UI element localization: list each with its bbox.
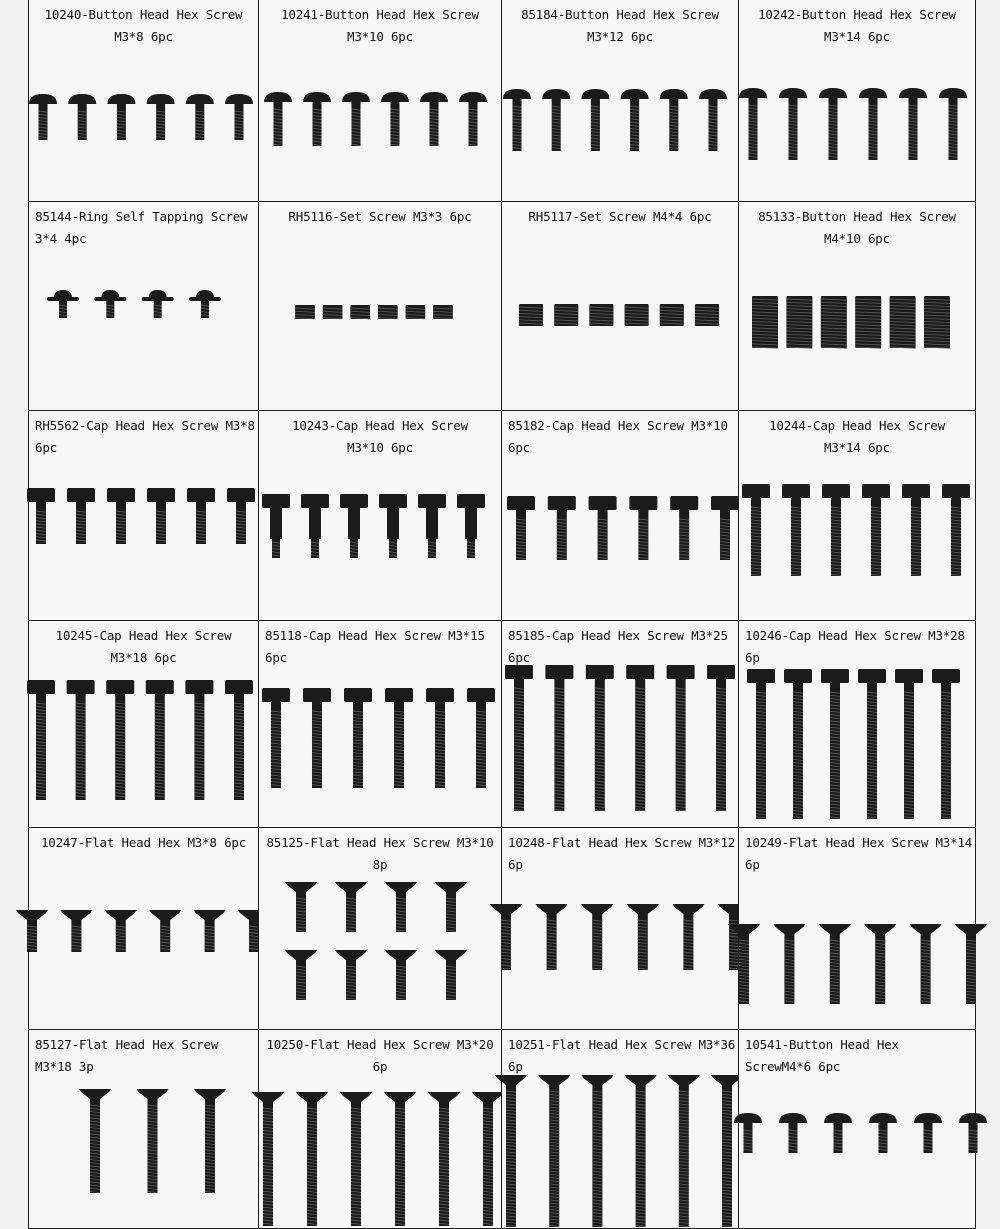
product-label: 10246-Cap Head Hex Screw M3*28 6p (745, 628, 965, 665)
screw-piece (821, 296, 847, 348)
screw-piece (194, 1089, 226, 1193)
screw-piece (303, 688, 331, 788)
screw-piece (914, 1113, 942, 1153)
screw-piece (147, 94, 175, 140)
screw-piece (60, 910, 92, 952)
screw-piece (734, 1113, 762, 1153)
screw-illustration (259, 1030, 502, 1229)
product-cell (501, 828, 738, 1030)
screw-illustration (29, 202, 259, 411)
screw-piece (939, 88, 967, 160)
screw-piece (94, 290, 126, 318)
screw-piece (629, 496, 657, 560)
screw-piece (862, 484, 890, 576)
screw-illustration (739, 202, 977, 411)
screw-piece (660, 89, 688, 151)
screw-illustration (502, 621, 739, 828)
product-cell (738, 828, 976, 1030)
screw-piece (855, 296, 881, 348)
screw-piece (384, 1092, 416, 1226)
product-label: 10249-Flat Head Hex Screw M3*14 6p (745, 835, 973, 872)
screw-piece (895, 669, 923, 819)
screw-piece (68, 94, 96, 140)
screw-piece (194, 910, 226, 952)
screw-piece (858, 669, 886, 819)
screw-piece (660, 304, 684, 326)
product-cell (258, 202, 501, 411)
screw-illustration (502, 828, 739, 1030)
product-cell (258, 828, 501, 1030)
screw-piece (752, 296, 778, 348)
screw-piece (773, 924, 805, 1004)
screw-piece (186, 94, 214, 140)
screw-piece (107, 488, 135, 544)
screw-piece (467, 688, 495, 788)
screw-illustration (502, 0, 739, 202)
screw-piece (16, 910, 48, 952)
screw-piece (625, 1075, 657, 1227)
screw-piece (67, 680, 95, 800)
screw-piece (225, 680, 253, 800)
screw-piece (747, 669, 775, 819)
screw-illustration (739, 0, 977, 202)
screw-piece (779, 1113, 807, 1153)
screw-piece (420, 92, 448, 146)
product-label: 10251-Flat Head Hex Screw M3*36 6p (508, 1037, 736, 1074)
screw-piece (435, 950, 467, 1000)
screw-piece (406, 305, 426, 319)
product-cell (28, 621, 258, 828)
screw-piece (227, 488, 255, 544)
screw-piece (105, 910, 137, 952)
screw-piece (589, 304, 613, 326)
product-label: 85127-Flat Head Hex Screw M3*18 3p (35, 1037, 219, 1074)
product-label: 85182-Cap Head Hex Screw M3*10 6pc (508, 418, 728, 455)
screw-piece (505, 665, 533, 811)
screw-piece (824, 1113, 852, 1153)
screw-piece (519, 304, 543, 326)
product-label: 10245-Cap Head Hex Screw M3*18 6pc (55, 628, 232, 665)
screw-illustration (259, 0, 502, 202)
screw-piece (581, 1075, 613, 1227)
screw-illustration (739, 411, 977, 621)
product-label: RH5117-Set Screw M4*4 6pc (528, 209, 712, 224)
screw-illustration (29, 1030, 259, 1229)
screw-piece (379, 494, 407, 558)
product-cell (258, 1030, 501, 1229)
product-cell (501, 411, 738, 621)
screw-piece (435, 882, 467, 932)
screw-piece (621, 89, 649, 151)
screw-piece (107, 94, 135, 140)
screw-piece (821, 669, 849, 819)
screw-piece (784, 669, 812, 819)
screw-piece (507, 496, 535, 560)
screw-piece (626, 665, 654, 811)
product-cell (28, 828, 258, 1030)
product-cell (501, 0, 738, 202)
product-label: 85184-Button Head Hex Screw M3*12 6pc (521, 7, 719, 44)
screw-illustration (259, 202, 502, 411)
screw-piece (27, 488, 55, 544)
screw-piece (472, 1092, 504, 1226)
screw-piece (589, 496, 617, 560)
product-cell (738, 0, 976, 202)
screw-piece (342, 92, 370, 146)
screw-illustration (259, 621, 502, 828)
screw-piece (301, 494, 329, 558)
screw-piece (668, 1075, 700, 1227)
screw-illustration (502, 202, 739, 411)
product-cell (501, 202, 738, 411)
product-label: 10244-Cap Head Hex Screw M3*14 6pc (769, 418, 945, 455)
screw-piece (335, 950, 367, 1000)
screw-piece (670, 496, 698, 560)
screw-piece (910, 924, 942, 1004)
screw-piece (67, 488, 95, 544)
screw-piece (581, 89, 609, 151)
product-cell (501, 1030, 738, 1229)
screw-piece (378, 305, 398, 319)
screw-piece (344, 688, 372, 788)
screw-piece (418, 494, 446, 558)
screw-piece (385, 882, 417, 932)
screw-piece (542, 89, 570, 151)
screw-piece (625, 304, 649, 326)
screw-piece (554, 304, 578, 326)
product-label: 10248-Flat Head Hex Screw M3*12 6p (508, 835, 736, 872)
screw-piece (695, 304, 719, 326)
screw-illustration (29, 0, 259, 202)
screw-piece (819, 88, 847, 160)
screw-piece (295, 305, 315, 319)
screw-piece (457, 494, 485, 558)
screw-piece (742, 484, 770, 576)
screw-piece (581, 904, 613, 970)
product-label: 10247-Flat Head Hex M3*8 6pc (40, 835, 247, 850)
product-label: RH5116-Set Screw M3*3 6pc (288, 209, 472, 224)
screw-illustration (502, 411, 739, 621)
screw-piece (924, 296, 950, 348)
screw-piece (667, 665, 695, 811)
screw-piece (779, 88, 807, 160)
screw-illustration (502, 1030, 739, 1229)
screw-piece (385, 688, 413, 788)
screw-illustration (739, 1030, 977, 1229)
screw-piece (189, 290, 221, 318)
screw-piece (869, 1113, 897, 1153)
screw-piece (146, 680, 174, 800)
product-label: 85118-Cap Head Hex Screw M3*15 6pc (265, 628, 485, 665)
screw-piece (672, 904, 704, 970)
product-cell (738, 621, 976, 828)
product-label: 85133-Button Head Hex Screw M4*10 6pc (758, 209, 956, 246)
product-cell (738, 411, 976, 621)
screw-piece (385, 950, 417, 1000)
screw-piece (79, 1089, 111, 1193)
screw-piece (381, 92, 409, 146)
product-cell (258, 621, 501, 828)
product-cell (28, 202, 258, 411)
screw-piece (955, 924, 987, 1004)
screw-piece (819, 924, 851, 1004)
screw-piece (296, 1092, 328, 1226)
screw-piece (428, 1092, 460, 1226)
screw-piece (262, 688, 290, 788)
screw-piece (538, 1075, 570, 1227)
screw-piece (959, 1113, 987, 1153)
screw-piece (340, 494, 368, 558)
screw-piece (739, 88, 767, 160)
screw-piece (902, 484, 930, 576)
screw-piece (426, 688, 454, 788)
screw-piece (47, 290, 79, 318)
screw-illustration (29, 621, 259, 828)
screw-illustration (259, 828, 502, 1030)
screw-piece (340, 1092, 372, 1226)
screw-illustration (29, 828, 259, 1030)
product-label: 85144-Ring Self Tapping Screw 3*4 4pc (35, 209, 248, 246)
screw-piece (27, 680, 55, 800)
screw-piece (899, 88, 927, 160)
product-cell (738, 1030, 976, 1229)
product-cell (501, 621, 738, 828)
screw-piece (707, 665, 735, 811)
screw-piece (149, 910, 181, 952)
screw-piece (147, 488, 175, 544)
screw-piece (29, 94, 57, 140)
screw-piece (262, 494, 290, 558)
screw-piece (142, 290, 174, 318)
screw-piece (106, 680, 134, 800)
product-label: 10541-Button Head Hex ScrewM4*6 6pc (745, 1037, 899, 1074)
product-cell (28, 0, 258, 202)
screw-piece (187, 488, 215, 544)
product-label: 10242-Button Head Hex Screw M3*14 6pc (758, 7, 956, 44)
screw-piece (864, 924, 896, 1004)
screw-piece (185, 680, 213, 800)
screw-illustration (29, 411, 259, 621)
product-label: 10250-Flat Head Hex Screw M3*20 6p (266, 1037, 494, 1074)
screw-piece (264, 92, 292, 146)
screw-piece (433, 305, 453, 319)
screw-piece (536, 904, 568, 970)
product-label: 10241-Button Head Hex Screw M3*10 6pc (281, 7, 479, 44)
screw-illustration (739, 828, 977, 1030)
screw-piece (627, 904, 659, 970)
screw-piece (137, 1089, 169, 1193)
screw-piece (932, 669, 960, 819)
screw-piece (782, 484, 810, 576)
screw-piece (890, 296, 916, 348)
screw-piece (545, 665, 573, 811)
screw-piece (859, 88, 887, 160)
product-cell (28, 411, 258, 621)
product-cell (738, 202, 976, 411)
product-label: 10243-Cap Head Hex Screw M3*10 6pc (292, 418, 468, 455)
product-cell (258, 0, 501, 202)
product-label: 85125-Flat Head Hex Screw M3*10 8p (266, 835, 494, 872)
screw-piece (586, 665, 614, 811)
screw-piece (285, 882, 317, 932)
product-cell (28, 1030, 258, 1229)
screw-piece (786, 296, 812, 348)
screw-piece (459, 92, 487, 146)
screw-piece (711, 496, 739, 560)
screw-piece (822, 484, 850, 576)
screw-piece (548, 496, 576, 560)
screw-piece (699, 89, 727, 151)
screw-illustration (739, 621, 977, 828)
screw-piece (303, 92, 331, 146)
screw-piece (285, 950, 317, 1000)
product-label: 85185-Cap Head Hex Screw M3*25 6pc (508, 628, 728, 665)
screw-illustration (259, 411, 502, 621)
screw-piece (350, 305, 370, 319)
screw-piece (323, 305, 343, 319)
product-label: 10240-Button Head Hex Screw M3*8 6pc (44, 7, 243, 44)
product-cell (258, 411, 501, 621)
product-label: RH5562-Cap Head Hex Screw M3*8 6pc (35, 418, 255, 455)
screw-piece (225, 94, 253, 140)
screw-piece (335, 882, 367, 932)
screw-piece (503, 89, 531, 151)
screw-piece (942, 484, 970, 576)
